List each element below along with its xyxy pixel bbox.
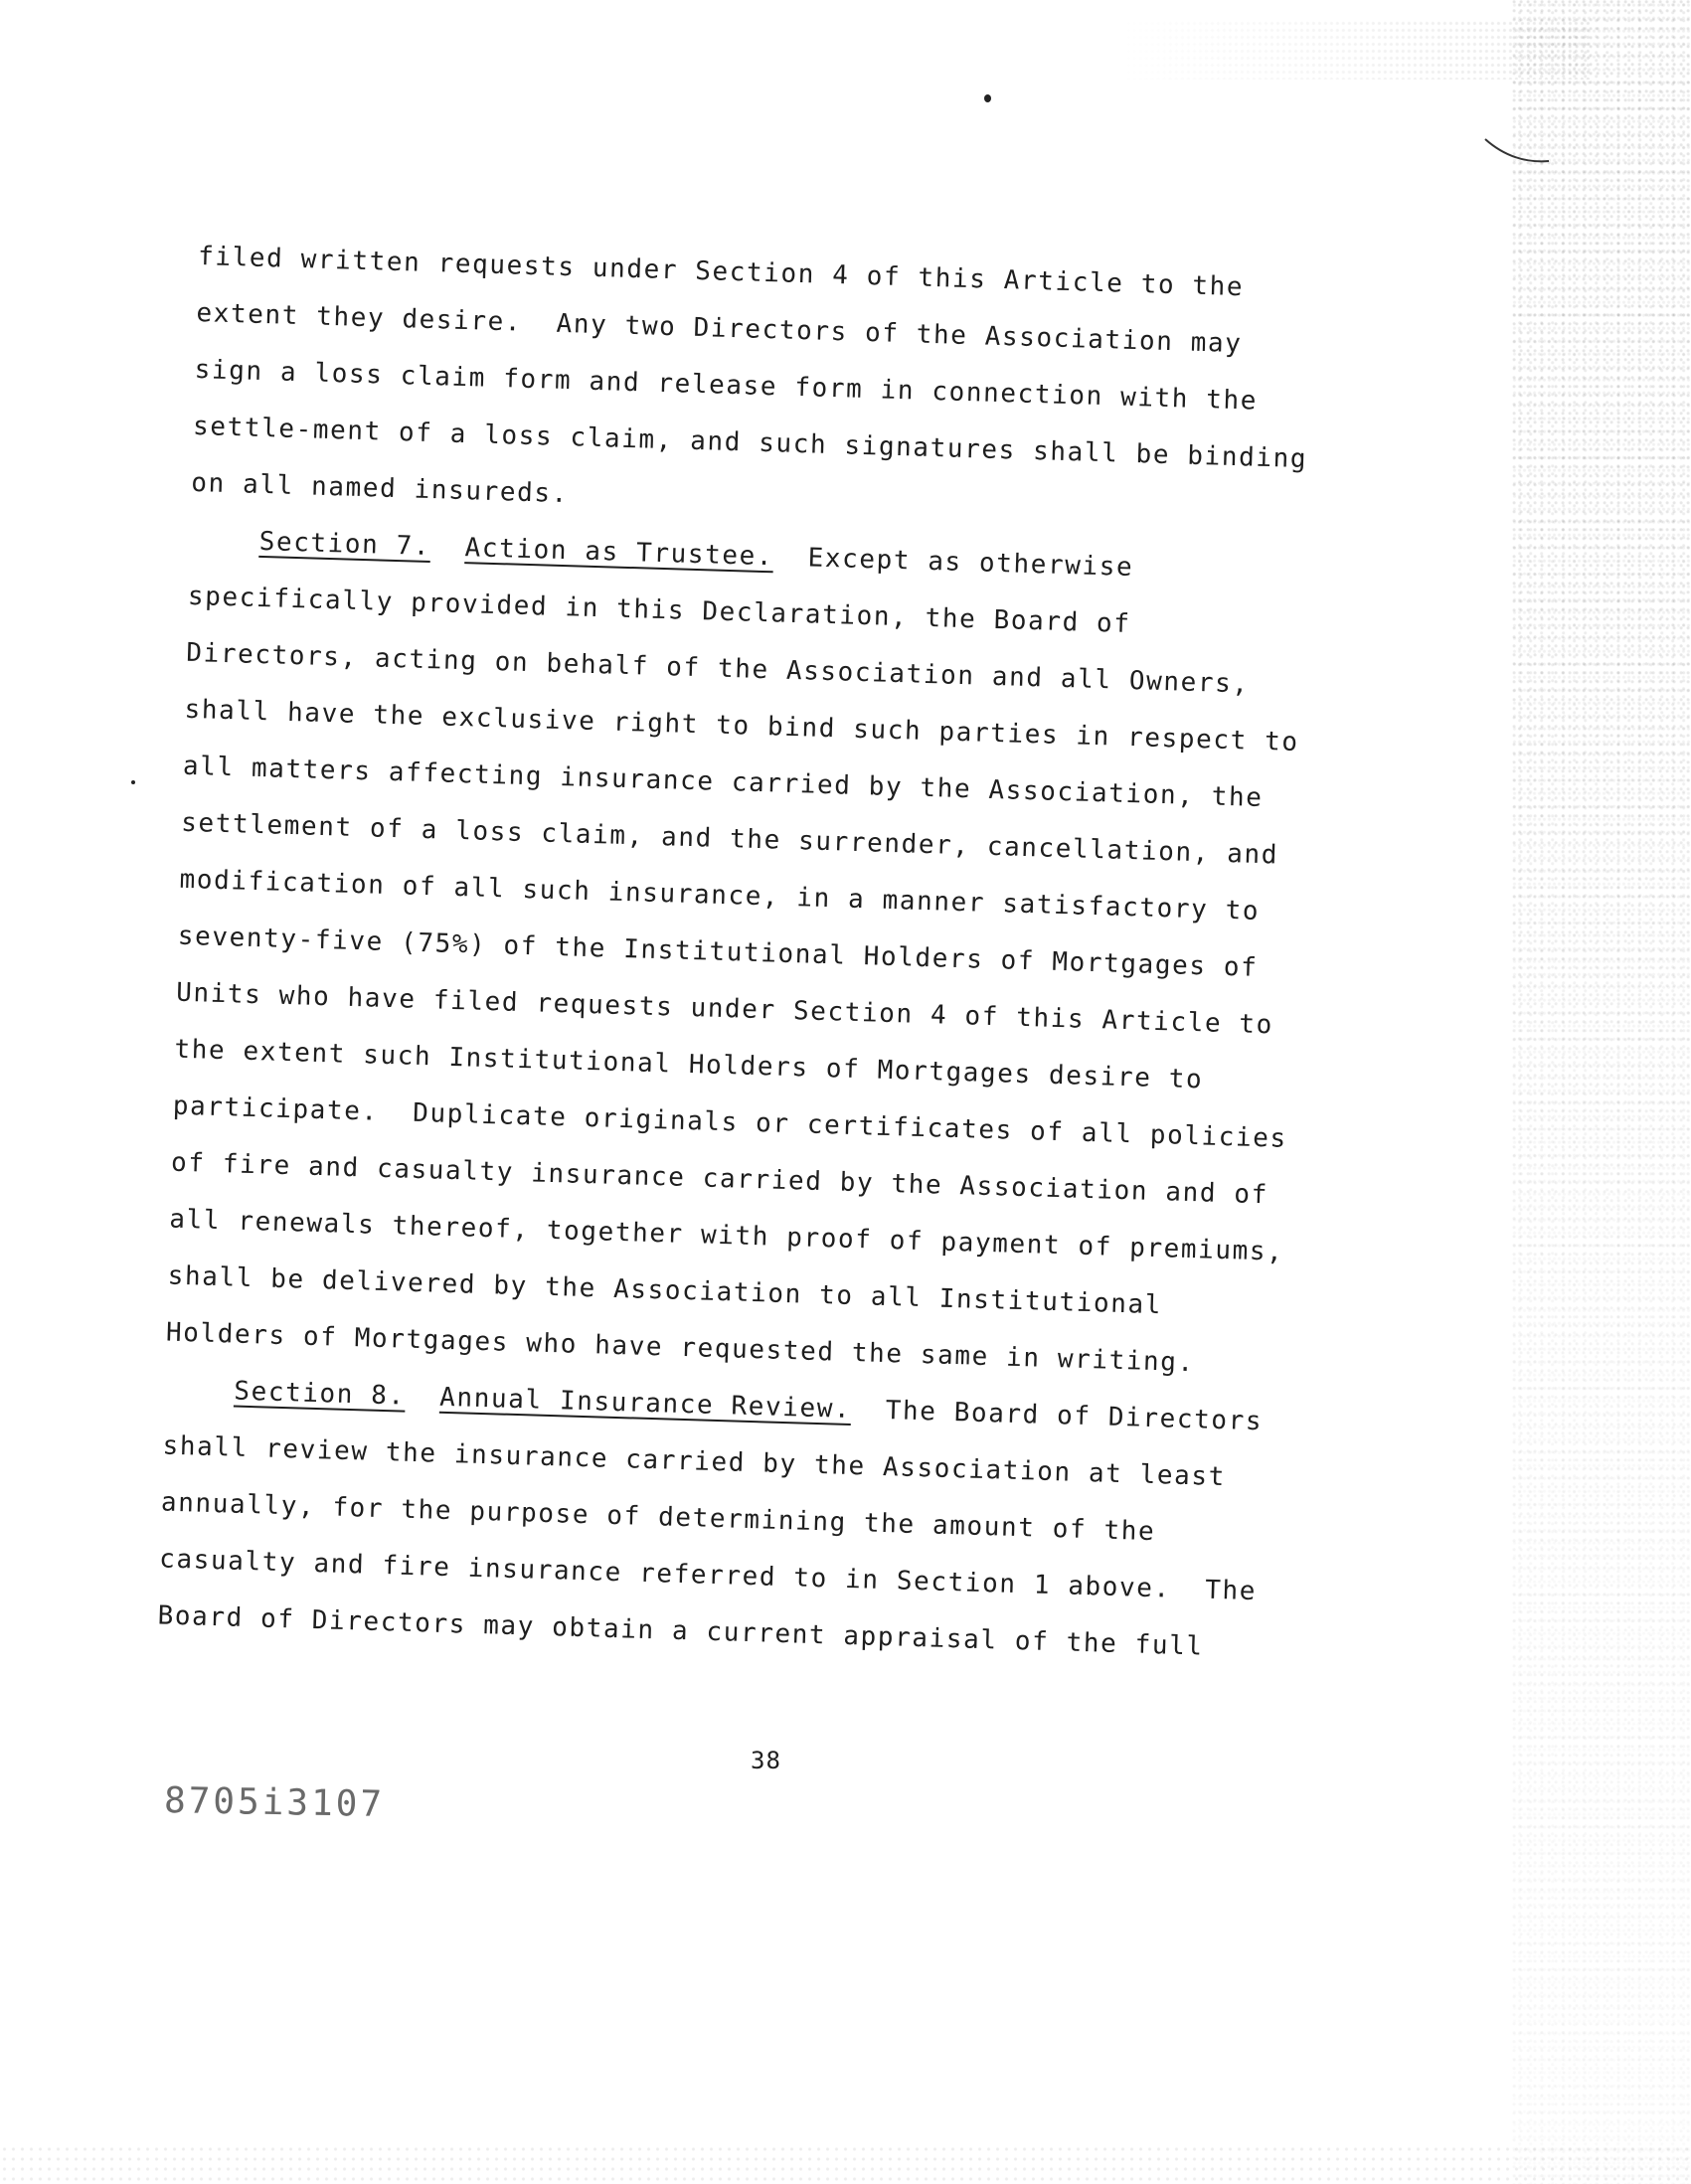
document-body: [157, 229, 1451, 1682]
text-line: seventy-five (75%) of the Institutional Holders of Mortgages of: [177, 921, 1259, 983]
text-line: on all named insureds.: [190, 467, 570, 510]
ink-speck: [984, 94, 991, 102]
section-8-number: Section 8.: [233, 1376, 407, 1412]
text-line: filed written requests under Section 4 of this Article to the: [197, 241, 1245, 303]
text-line: annually, for the purpose of determining the amount of the: [160, 1487, 1156, 1548]
page-number: 38: [751, 1747, 781, 1774]
text-line: Board of Directors may obtain a current appraisal of the full: [157, 1600, 1205, 1662]
text-line: the extent such Institutional Holders of Mortgages desire to: [174, 1034, 1204, 1095]
text-line: of fire and casualty insurance carried by the Association and of: [170, 1147, 1269, 1211]
text-line: specifically provided in this Declaration, the Board of: [187, 581, 1131, 639]
text-line: extent they desire. Any two Directors of the Association may: [196, 297, 1243, 360]
ink-speck: [131, 780, 135, 784]
text-line: all renewals thereof, together with proof of payment of premiums,: [168, 1204, 1284, 1267]
document-stamp-number: 8705i3107: [163, 1780, 386, 1825]
text-line: participate. Duplicate originals or certificates of all policies: [172, 1091, 1288, 1154]
text-line: all matters affecting insurance carried by the Association, the: [182, 751, 1264, 814]
text-line: Holders of Mortgages who have requested the same in writing.: [165, 1317, 1196, 1379]
scan-noise-right-edge: [1512, 0, 1691, 2184]
text-line: casualty and fire insurance referred to in Section 1 above. The: [158, 1544, 1258, 1607]
text-line: modification of all such insurance, in a manner satisfactory to: [179, 864, 1261, 926]
text-line: sign a loss claim form and release form in connection with the: [194, 354, 1259, 417]
section-8-first-line-text: The Board of Directors: [885, 1396, 1264, 1437]
text-line: settlement of a loss claim, and the surrender, cancellation, and: [180, 807, 1279, 871]
section-7-heading: Action as Trustee.: [464, 533, 774, 573]
text-line: settle-ment of a loss claim, and such signatures shall be binding: [192, 411, 1308, 475]
scan-artifact-curve: [1483, 119, 1553, 169]
text-line: Units who have filed requests under Section 4 of this Article to: [175, 977, 1274, 1041]
scan-noise-top-edge: [1114, 20, 1592, 80]
text-line: Directors, acting on behalf of the Association and all Owners,: [185, 637, 1251, 700]
text-line: shall be delivered by the Association to all Institutional: [167, 1260, 1163, 1321]
section-8-heading: Annual Insurance Review.: [438, 1382, 852, 1425]
text-line: shall have the exclusive right to bind such parties in respect to: [184, 694, 1300, 758]
text-line: shall review the insurance carried by the Association at least: [162, 1430, 1227, 1493]
scan-noise-bottom-edge: [0, 2144, 1691, 2184]
section-7-first-line-text: Except as otherwise: [807, 543, 1134, 584]
section-7-number: Section 7.: [258, 526, 431, 563]
